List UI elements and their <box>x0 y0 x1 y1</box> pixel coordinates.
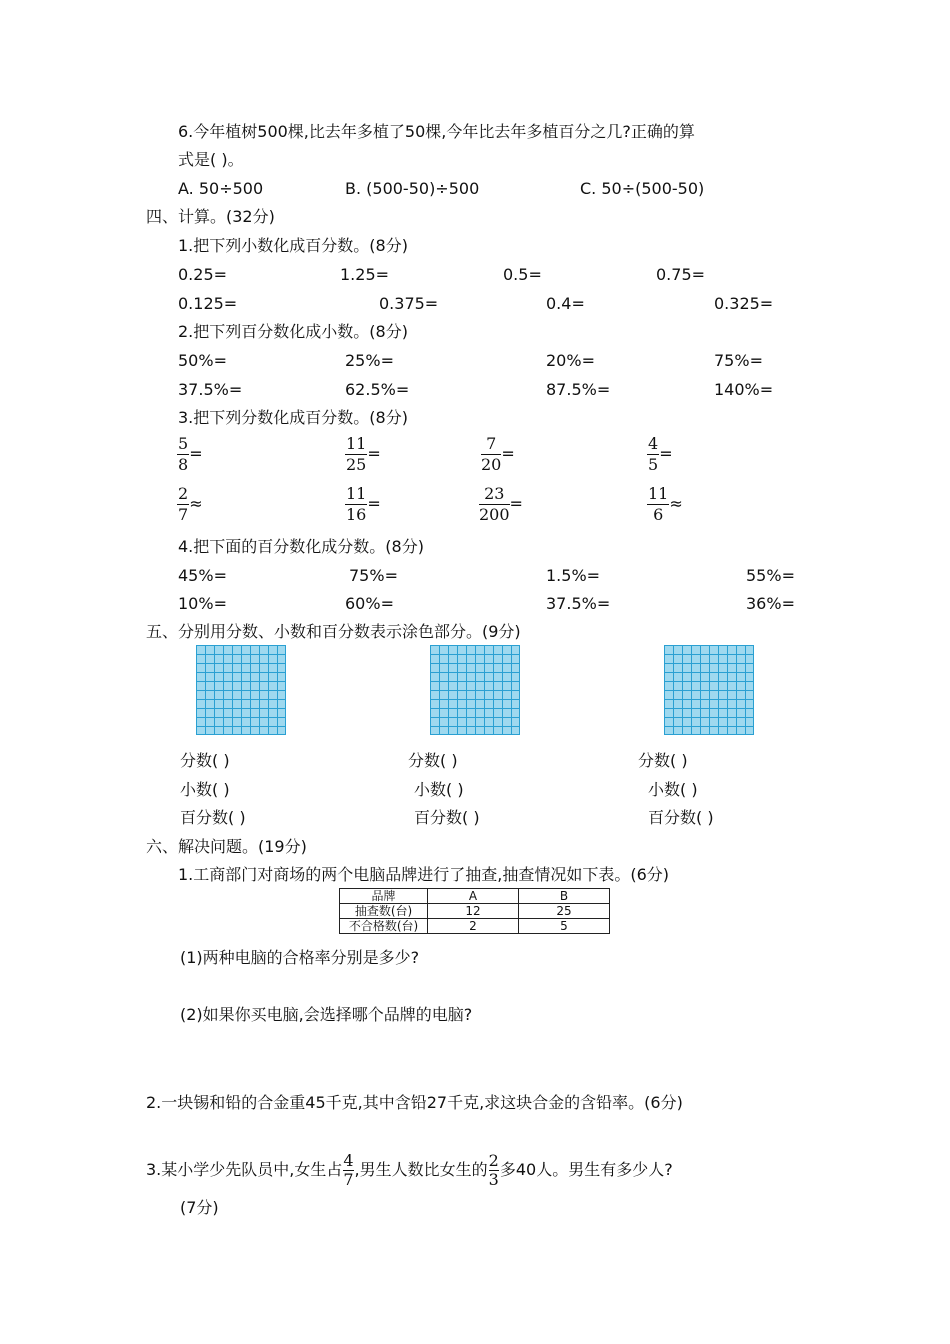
sec6-q2: 2.一块锡和铅的合金重45千克,其中含铅27千克,求这块合金的含铅率。(6分) <box>146 1093 683 1112</box>
numerator: 5 <box>178 434 189 453</box>
numerator: 7 <box>481 434 501 455</box>
denominator: 16 <box>346 505 367 524</box>
equals-sign: = <box>367 494 381 513</box>
sec4-p4-title: 4.把下面的百分数化成分数。(8分) <box>178 537 424 556</box>
q6-line2: 式是( )。 <box>178 150 244 169</box>
sec4-p4-item: 75%= <box>349 566 398 585</box>
table-cell: 不合格数(台) <box>340 919 428 934</box>
section-5-title: 五、分别用分数、小数和百分数表示涂色部分。(9分) <box>146 622 521 641</box>
denominator: 8 <box>178 455 189 474</box>
table-header-cell: B <box>519 889 610 904</box>
q3-text-part3: 多40人。男生有多少人? <box>499 1160 673 1179</box>
q3-fraction-2 <box>489 1152 499 1189</box>
table-cell: 25 <box>519 904 610 919</box>
percent-answer-label: 百分数( ) <box>414 808 480 827</box>
fraction-answer-label: 分数( ) <box>180 751 230 770</box>
table-cell: 5 <box>519 919 610 934</box>
sec6-q1-title: 1.工商部门对商场的两个电脑品牌进行了抽查,抽查情况如下表。(6分) <box>178 865 670 884</box>
sec4-p2-title: 2.把下列百分数化成小数。(8分) <box>178 322 408 341</box>
sec6-q1-sub1: (1)两种电脑的合格率分别是多少? <box>180 948 420 967</box>
numerator: 11 <box>346 484 367 503</box>
sec4-p2-item: 75%= <box>714 351 763 370</box>
numerator: 4 <box>648 434 659 453</box>
fraction-item <box>647 484 683 528</box>
q6-option-c: C. 50÷(500-50) <box>580 179 705 198</box>
denominator: 3 <box>488 1170 499 1189</box>
sec4-p2-item: 87.5%= <box>546 380 611 399</box>
numerator: 4 <box>343 1151 354 1170</box>
numerator: 2 <box>488 1151 499 1170</box>
fraction-answer-label: 分数( ) <box>408 751 458 770</box>
denominator: 5 <box>648 455 659 474</box>
q3-text-part2: ,男生人数比女生的 <box>354 1160 488 1179</box>
sec6-q3-score: (7分) <box>180 1198 219 1217</box>
percent-answer-label: 百分数( ) <box>180 808 246 827</box>
fraction-item <box>481 434 515 478</box>
fraction-item <box>177 484 203 528</box>
equals-sign: = <box>509 494 523 513</box>
sec4-p2-item: 37.5%= <box>178 380 243 399</box>
decimal-answer-label: 小数( ) <box>414 780 464 799</box>
sec6-q3 <box>146 1148 673 1192</box>
q6-option-a: A. 50÷500 <box>178 179 264 198</box>
inspection-table <box>339 888 610 934</box>
decimal-answer-label: 小数( ) <box>648 780 698 799</box>
numerator: 23 <box>479 484 510 505</box>
sec4-p1-item: 0.25= <box>178 265 228 284</box>
sec4-p1-item: 1.25= <box>340 265 390 284</box>
table-header-row <box>340 889 610 904</box>
fraction-answer-label: 分数( ) <box>638 751 688 770</box>
percent-answer-label: 百分数( ) <box>648 808 714 827</box>
numerator: 11 <box>648 484 669 503</box>
decimal-answer-label: 小数( ) <box>180 780 230 799</box>
denominator: 25 <box>346 455 367 474</box>
table-cell: 12 <box>428 904 519 919</box>
denominator: 200 <box>479 505 510 524</box>
sec4-p1-item: 0.5= <box>503 265 542 284</box>
q3-text-part1: 3.某小学少先队员中,女生占 <box>146 1160 343 1179</box>
sec4-p1-item: 0.125= <box>178 294 238 313</box>
sec4-p1-item: 0.75= <box>656 265 706 284</box>
sec4-p4-item: 37.5%= <box>546 594 611 613</box>
sec4-p2-item: 140%= <box>714 380 774 399</box>
fraction-item <box>647 434 673 478</box>
q6-option-b: B. (500-50)÷500 <box>345 179 480 198</box>
sec4-p1-item: 0.4= <box>546 294 585 313</box>
sec4-p4-item: 1.5%= <box>546 566 601 585</box>
table-cell: 2 <box>428 919 519 934</box>
sec4-p2-item: 25%= <box>345 351 394 370</box>
shaded-grid-2 <box>430 645 520 735</box>
fraction-item <box>345 484 381 528</box>
numerator: 2 <box>178 484 189 503</box>
shaded-grid-3 <box>664 645 754 735</box>
approx-sign: ≈ <box>189 494 203 513</box>
sec4-p1-item: 0.375= <box>379 294 439 313</box>
sec4-p4-item: 45%= <box>178 566 227 585</box>
sec4-p1-title: 1.把下列小数化成百分数。(8分) <box>178 236 408 255</box>
approx-sign: ≈ <box>669 494 683 513</box>
table-cell: 抽查数(台) <box>340 904 428 919</box>
sec6-q1-sub2: (2)如果你买电脑,会选择哪个品牌的电脑? <box>180 1005 473 1024</box>
sec4-p1-item: 0.325= <box>714 294 774 313</box>
denominator: 7 <box>178 505 189 524</box>
sec4-p2-item: 20%= <box>546 351 595 370</box>
fraction-item <box>177 434 203 478</box>
table-header-cell: A <box>428 889 519 904</box>
equals-sign: = <box>659 444 673 463</box>
denominator: 20 <box>481 455 502 474</box>
section-6-title: 六、解决问题。(19分) <box>146 837 307 856</box>
q3-fraction-1 <box>343 1152 353 1189</box>
sec4-p4-item: 36%= <box>746 594 795 613</box>
sec4-p4-item: 10%= <box>178 594 227 613</box>
table-row <box>340 919 610 934</box>
shaded-grid-1 <box>196 645 286 735</box>
numerator: 11 <box>346 434 367 453</box>
q6-line1: 6.今年植树500棵,比去年多植了50棵,今年比去年多植百分之几?正确的算 <box>178 122 695 141</box>
equals-sign: = <box>189 444 203 463</box>
sec4-p2-item: 62.5%= <box>345 380 410 399</box>
fraction-item <box>479 484 523 528</box>
table-row <box>340 904 610 919</box>
sec4-p3-title: 3.把下列分数化成百分数。(8分) <box>178 408 408 427</box>
sec4-p4-item: 60%= <box>345 594 394 613</box>
denominator: 7 <box>343 1170 354 1189</box>
denominator: 6 <box>653 505 664 524</box>
equals-sign: = <box>501 444 515 463</box>
section-4-title: 四、计算。(32分) <box>146 207 275 226</box>
table-header-cell: 品牌 <box>340 889 428 904</box>
sec4-p4-item: 55%= <box>746 566 795 585</box>
fraction-item <box>345 434 381 478</box>
equals-sign: = <box>367 444 381 463</box>
sec4-p2-item: 50%= <box>178 351 227 370</box>
